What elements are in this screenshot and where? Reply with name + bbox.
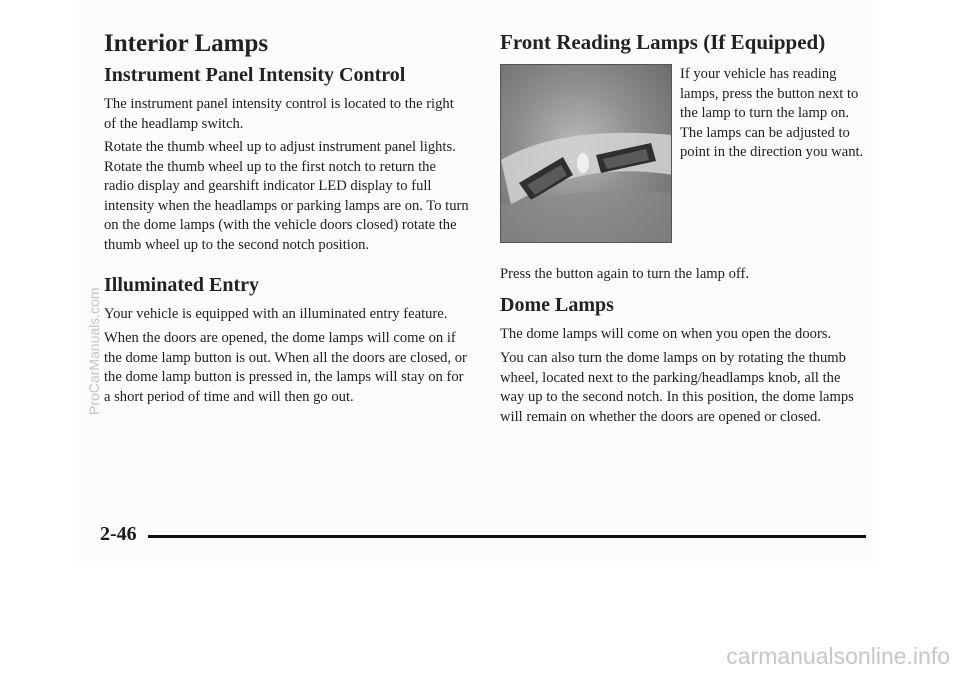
source-url: carmanualsonline.info: [726, 643, 950, 669]
section-heading-dome-lamps: Dome Lamps: [500, 294, 614, 316]
page-number: 2-46: [100, 523, 137, 545]
paragraph: When the doors are opened, the dome lamps will come on if the dome lamp button is out. When all the doors are closed, or the dome lamp button is pressed in, the lamps will stay on for a short period of time and will then go out.: [104, 330, 467, 405]
page-title: Interior Lamps: [104, 30, 269, 57]
reading-lamp-illustration: [501, 65, 672, 243]
paragraph: The instrument panel intensity control is located to the right of the headlamp switch.: [104, 96, 454, 132]
footer-rule: [148, 535, 866, 538]
reading-lamp-photo: [500, 64, 672, 243]
reading-lamp-paragraph: If your vehicle has reading lamps, press the button next to the lamp to turn the lamp on. The lamps can be adjusted to point in the direction you want.: [680, 66, 864, 160]
section-heading-instrument-panel: Instrument Panel Intensity Control: [104, 64, 406, 86]
paragraph: You can also turn the dome lamps on by rotating the thumb wheel, located next to the parking/headlamps knob, all the way up to the second notch. In this position, the dome lamps will remain on whether the doors are opened or closed.: [500, 350, 854, 425]
paragraph: The dome lamps will come on when you open the doors.: [500, 326, 832, 342]
section-title-front-reading-lamps: Front Reading Lamps (If Equipped): [500, 30, 826, 54]
paragraph: Your vehicle is equipped with an illuminated entry feature.: [104, 306, 448, 322]
paragraph: Rotate the thumb wheel up to adjust instrument panel lights. Rotate the thumb wheel up to the first notch to return the radio display and gearshift indicator LED display to full intensity when the headlamps or parking lamps are on. To turn on the dome lamps (with the vehicle doors closed) rotate the thumb wheel up to the second notch position.: [104, 139, 469, 253]
paragraph: Press the button again to turn the lamp off.: [500, 266, 749, 282]
watermark: ProCarManuals.com: [86, 287, 102, 415]
section-heading-illuminated-entry: Illuminated Entry: [104, 274, 260, 296]
